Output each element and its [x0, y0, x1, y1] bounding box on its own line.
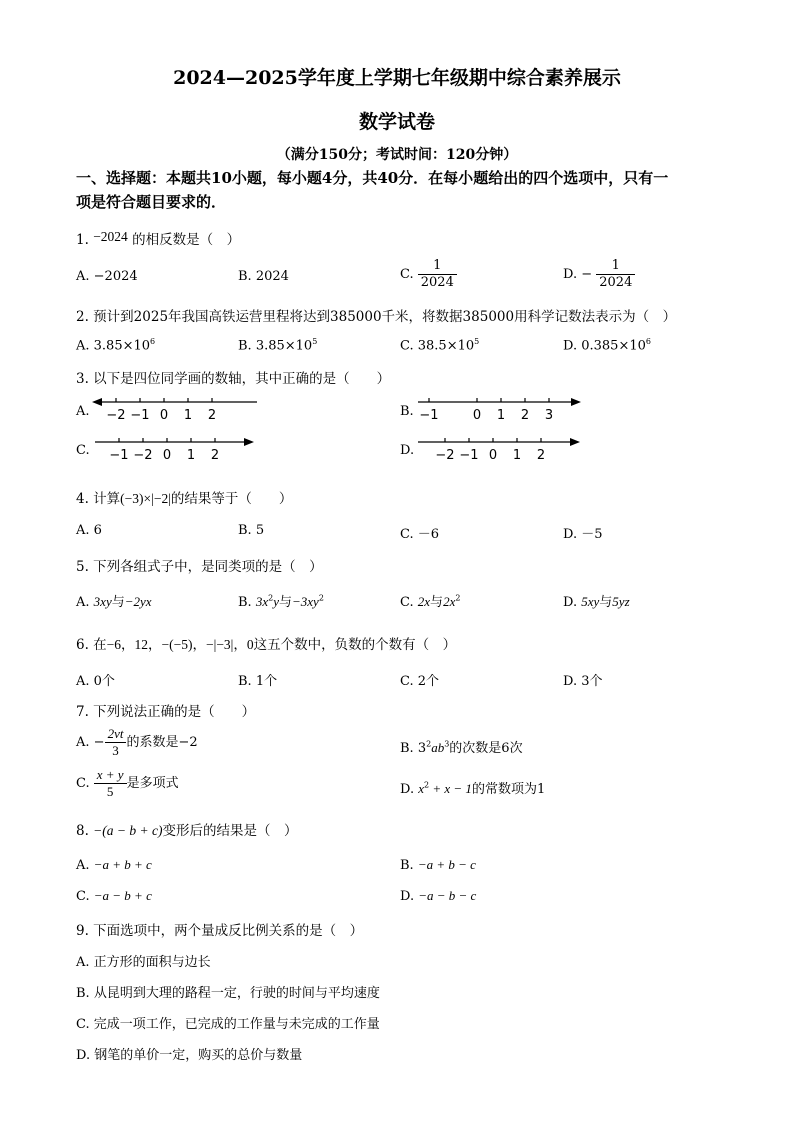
q1-option-d-fraction: $\frac{1}{2024}$ [596, 258, 635, 291]
q4-option-d: D. －5 [563, 527, 603, 542]
q3-number-line-a [92, 392, 262, 426]
question-6: 6. 在−6，12，−(−5)，−|−3|，0这五个数中，负数的个数有（ ） [76, 637, 457, 653]
tick-label: 1 [496, 408, 506, 423]
q2-option-a: A. $3.85\times 10^6$ [76, 337, 156, 354]
q6-option-c: C. 2个 [400, 674, 440, 689]
q5-option-c: C. 2x与$2x^2$ [400, 593, 461, 610]
question-9: 9. 下面选项中，两个量成反比例关系的是（ ） [76, 923, 364, 939]
tick-label: 3 [544, 408, 554, 423]
tick-label: 2 [520, 408, 530, 423]
q9-option-b: B. 从昆明到大理的路程一定，行驶的时间与平均速度 [76, 986, 380, 1001]
q1-option-d-label: D. − [563, 267, 593, 282]
q7-option-c: C. $\frac{x + y}{5}$ 是多项式 [76, 767, 179, 799]
question-2: 2. 预计到2025年我国高铁运营里程将达到385000千米，将数据385000用科学记数法表示为（ ） [76, 309, 677, 325]
q1-option-c-fraction: $\frac{1}{2024}$ [418, 258, 457, 291]
q1-text: 的相反数是（ ） [132, 232, 241, 248]
tick-label: 2 [207, 408, 217, 423]
q6-numbers: −6，12，−(−5)，−|−3|，0 [106, 637, 254, 652]
right-arrow-icon [244, 438, 254, 446]
question-7: 7. 下列说法正确的是（ ） [76, 704, 256, 720]
q1-number: 1. [76, 232, 89, 248]
tick-label: 2 [536, 448, 546, 463]
q3-option-a-label: A. [76, 404, 90, 419]
q7-option-b: B. $3^2ab^3$的次数是6次 [400, 739, 523, 756]
q4-suffix: 的结果等于（ ） [170, 491, 293, 507]
tick-label: 1 [512, 448, 522, 463]
tick-label: 0 [472, 408, 482, 423]
q6-option-b: B. 1个 [238, 674, 278, 689]
q9-option-d: D. 钢笔的单价一定，购买的总价与数量 [76, 1048, 303, 1063]
q8-option-c: C. −a − b + c [76, 888, 152, 904]
tick-label: −2 [435, 448, 455, 463]
q7-option-a: A. − $\frac{2vt}{3}$ 的系数是−2 [76, 726, 198, 758]
q2-option-c: C. $38.5\times 10^5$ [400, 337, 480, 354]
right-arrow-icon [570, 438, 580, 446]
q4-option-a: A. 6 [76, 523, 102, 538]
q1-option-c-label: C. [400, 267, 414, 282]
tick-label: −1 [419, 408, 439, 423]
q8-option-a: A. −a + b + c [76, 857, 152, 873]
q5-option-a: A. 3xy与−2yx [76, 594, 152, 610]
section-heading-line1: 一、选择题：本题共10小题，每小题4分，共40分．在每小题给出的四个选项中，只有一 [76, 169, 669, 187]
q1-expr: −2024 [93, 229, 128, 244]
q4-option-c: C. －6 [400, 527, 440, 542]
q7-option-d: D. $x^2 + x - 1$的常数项为1 [400, 780, 546, 797]
q3-option-c-label: C. [76, 443, 90, 458]
tick-label: 1 [183, 408, 193, 423]
q3-option-d-label: D. [400, 443, 415, 458]
question-8: 8. −(a − b + c)变形后的结果是（ ） [76, 823, 298, 839]
q1-option-b: B. 2024 [238, 269, 289, 284]
tick-label: −1 [130, 408, 150, 423]
q1-option-d [563, 258, 635, 291]
exam-title: 2024—2025学年度上学期七年级期中综合素养展示 [173, 67, 621, 89]
tick-label: −1 [109, 448, 129, 463]
tick-label: 1 [186, 448, 196, 463]
q8-option-d: D. −a − b − c [400, 888, 477, 904]
tick-label: 0 [488, 448, 498, 463]
q6-option-d: D. 3个 [563, 674, 603, 689]
q3-number-line-c [92, 432, 257, 466]
question-3: 3. 以下是四位同学画的数轴，其中正确的是（ ） [76, 371, 391, 387]
q9-option-c: C. 完成一项工作，已完成的工作量与未完成的工作量 [76, 1017, 380, 1032]
q2-option-b: B. $3.85\times 10^5$ [238, 337, 318, 354]
right-arrow-icon [571, 398, 581, 406]
question-1 [76, 228, 240, 248]
q4-option-b: B. 5 [238, 523, 265, 538]
exam-info: （满分150分；考试时间：120分钟） [276, 147, 518, 163]
q5-option-b: B. $3x^2y$与$-3xy^2$ [238, 593, 324, 610]
q6-option-a: A. 0个 [76, 674, 115, 689]
tick-label: −2 [133, 448, 153, 463]
tick-label: 0 [162, 448, 172, 463]
q4-prefix: 4. 计算 [76, 491, 121, 507]
q4-expr: (−3)×|−2| [120, 491, 171, 506]
q3-number-line-b [418, 392, 583, 426]
q9-option-a: A. 正方形的面积与边长 [76, 955, 211, 970]
q1-option-a: A. −2024 [76, 269, 138, 284]
exam-subtitle: 数学试卷 [358, 111, 435, 133]
left-arrow-icon [92, 398, 102, 406]
tick-label: 0 [159, 408, 169, 423]
q8-option-b: B. −a + b − c [400, 857, 476, 873]
tick-label: −2 [106, 408, 126, 423]
q5-option-d: D. 5xy与5yz [563, 594, 630, 610]
q8-expr: −(a − b + c) [93, 823, 163, 838]
q2-option-d: D. $0.385\times 10^6$ [563, 337, 651, 354]
q1-option-c [400, 258, 457, 291]
section-heading-line2: 项是符合题目要求的． [76, 193, 227, 211]
tick-label: −1 [459, 448, 479, 463]
q3-number-line-d [418, 432, 583, 466]
question-5: 5. 下列各组式子中，是同类项的是（ ） [76, 559, 323, 575]
q3-option-b-label: B. [400, 404, 414, 419]
question-4 [76, 487, 292, 507]
tick-label: 2 [210, 448, 220, 463]
